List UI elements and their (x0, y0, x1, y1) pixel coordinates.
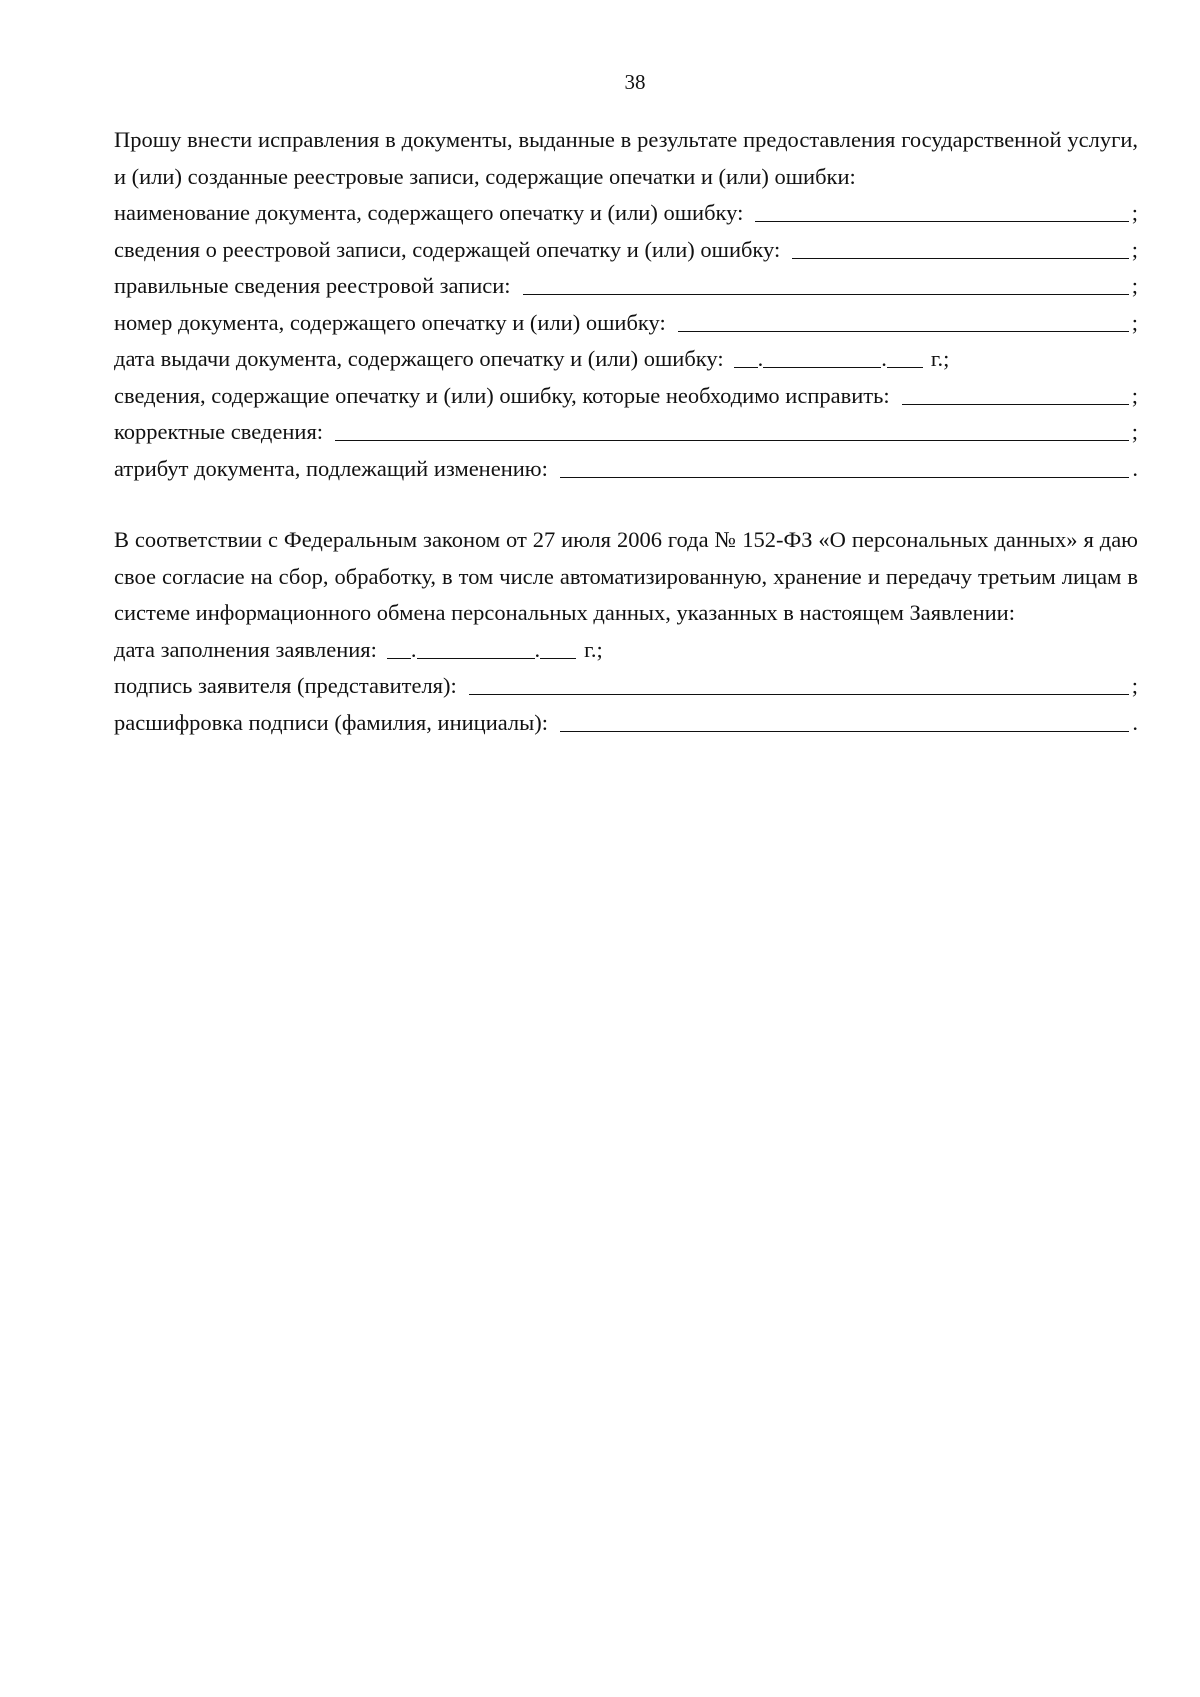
document-number-blank[interactable] (678, 309, 1129, 332)
date-suffix: г.; (930, 346, 950, 371)
correct-registry-info-blank[interactable] (523, 272, 1129, 295)
issue-date-month-blank[interactable] (763, 345, 881, 368)
field-label: корректные сведения: (114, 419, 324, 444)
field-end-punct: . (1132, 455, 1138, 481)
erroneous-info-blank[interactable] (902, 382, 1129, 405)
fill-date-year-blank[interactable] (540, 636, 576, 659)
registry-record-info-blank[interactable] (792, 236, 1128, 259)
field-end-punct: ; (1131, 673, 1138, 698)
field-label: атрибут документа, подлежащий изменению: (114, 455, 548, 481)
field-erroneous-info (114, 378, 1138, 415)
fill-date-month-blank[interactable] (417, 636, 535, 659)
field-label: дата заполнения заявления: (114, 636, 377, 662)
field-end-punct: . (1132, 709, 1138, 735)
date-separator: . (534, 636, 541, 662)
field-end-punct: ; (1131, 309, 1138, 335)
field-correct-registry-info (114, 268, 1138, 305)
field-end-punct: ; (1131, 236, 1138, 262)
field-label: сведения о реестровой записи, содержащей опечатку и (или) ошибку: (114, 236, 781, 262)
field-registry-record-info (114, 232, 1138, 269)
personal-data-consent-section (114, 522, 1138, 741)
field-label: расшифровка подписи (фамилия, инициалы): (114, 709, 549, 735)
field-correct-info (114, 414, 1138, 451)
field-applicant-signature (114, 668, 1138, 705)
field-label: наименование документа, содержащего опечатку и (или) ошибку: (114, 200, 744, 225)
issue-date-year-blank[interactable] (887, 345, 923, 368)
field-label: подпись заявителя (представителя): (114, 673, 457, 698)
date-separator: . (881, 346, 887, 371)
field-label: правильные сведения реестровой записи: (114, 273, 511, 298)
signature-transcript-blank[interactable] (560, 709, 1129, 732)
field-label: сведения, содержащие опечатку и (или) ошибку, которые необходимо исправить: (114, 382, 890, 408)
field-label: дата выдачи документа, содержащего опечатку и (или) ошибку: (114, 346, 724, 371)
correction-request-section (114, 122, 1138, 487)
document-attribute-blank[interactable] (560, 455, 1130, 478)
field-end-punct: ; (1131, 200, 1138, 225)
issue-date-day-blank[interactable] (734, 345, 758, 368)
field-document-number (114, 305, 1138, 342)
field-signature-transcript (114, 705, 1138, 742)
field-fill-date (114, 632, 1138, 669)
correct-info-blank[interactable] (335, 418, 1129, 441)
field-label: номер документа, содержащего опечатку и (или) ошибку: (114, 309, 666, 335)
date-suffix: г.; (584, 636, 603, 662)
date-separator: . (757, 346, 764, 371)
fill-date-day-blank[interactable] (387, 636, 411, 659)
field-document-name (114, 195, 1138, 232)
field-end-punct: ; (1131, 273, 1138, 298)
signature-blank[interactable] (469, 672, 1129, 695)
document-name-blank[interactable] (755, 199, 1128, 222)
correction-request-intro: Прошу внести исправления в документы, выданные в результате предоставления государственной услуги, и (или) созданные реестровые записи, содержащие опечатки и (или) ошибки: (114, 127, 1138, 189)
field-end-punct: ; (1131, 419, 1138, 444)
page-number: 38 (624, 70, 646, 94)
date-separator: . (410, 636, 417, 662)
field-document-attribute (114, 451, 1138, 488)
field-end-punct: ; (1131, 382, 1138, 408)
consent-paragraph: В соответствии с Федеральным законом от 27 июля 2006 года № 152-ФЗ «О персональных данных» я даю свое согласие на сбор, обработку, в том числе автоматизированную, хранение и передачу третьим лицам в системе информационного обмена персональных данных, указанных в настоящем Заявлении: (114, 527, 1138, 625)
field-issue-date (114, 341, 1138, 378)
